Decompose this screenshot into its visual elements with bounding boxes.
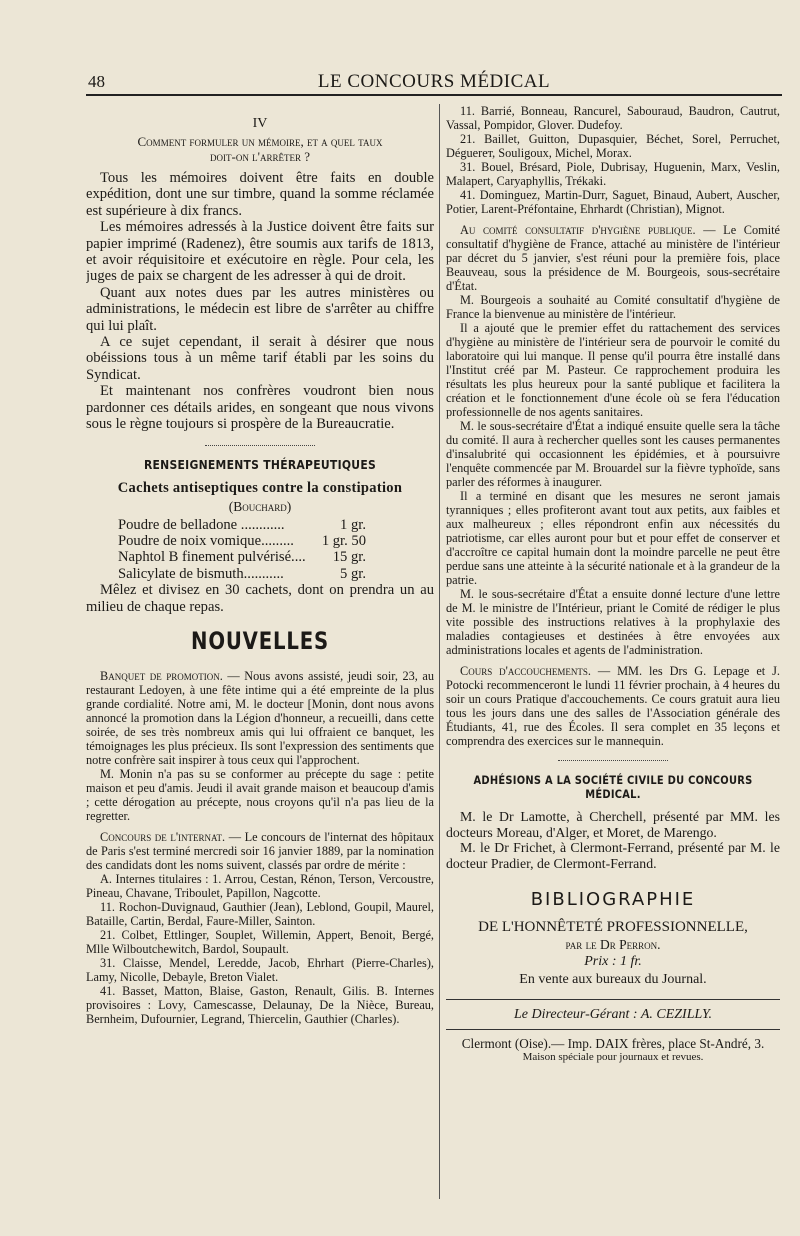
cours-lead: Cours d'accouchements. [460, 664, 591, 678]
internat-list: 31. Claisse, Mendel, Leredde, Jacob, Ehrhart (Pierre-Charles), Lamy, Nicolle, Debayle, Breton Vialet. [86, 955, 434, 984]
banquet-paragraph [86, 669, 434, 767]
ingredient-qty: 5 gr. [340, 565, 366, 582]
book-sale: En vente aux bureaux du Journal. [519, 972, 707, 988]
internat-list: 11. Barrié, Bonneau, Rancurel, Sabouraud, Baudron, Cautrut, Vassal, Pompidor, Glover. Dudefoy. [446, 104, 780, 132]
recipe-author: (Bouchard) [228, 498, 292, 514]
ingredient-name: Poudre de noix vomique......... [118, 532, 294, 549]
comite-lead: Au comité consultatif d'hygiène publique. [460, 223, 696, 237]
section-number: IV [252, 116, 268, 131]
cours-paragraph [446, 664, 780, 748]
banquet-lead: Banquet de promotion. [100, 668, 223, 683]
nouvelles-heading: NOUVELLES [191, 626, 329, 655]
internat-list: 31. Bouel, Brésard, Piole, Dubrisay, Huguenin, Marx, Veslin, Malapert, Caryaphyllis, Trékaki. [446, 160, 780, 188]
ingredient-name: Poudre de belladone ............ [118, 516, 285, 533]
recipe-ingredients [86, 517, 434, 583]
printer-note: Maison spéciale pour journaux et revues. [522, 1051, 704, 1064]
ingredient-row [86, 517, 434, 533]
ingredient-qty: 1 gr. 50 [321, 532, 366, 549]
ingredient-qty: 1 gr. [340, 516, 366, 533]
director-line: Le Directeur-Gérant : A. CEZILLY. [513, 1007, 713, 1023]
internat-list: A. Internes titulaires : 1. Arrou, Cestan, Rénon, Terson, Vercoustre, Pineau, Chavane, Triboulet, Papillon, Nagcotte. [86, 871, 434, 900]
comite-paragraph: M. Bourgeois a souhaité au Comité consultatif d'hygiène de France la bienvenue au ministère de l'intérieur. [446, 293, 780, 321]
left-column [86, 104, 434, 1026]
ingredient-qty: 15 gr. [332, 549, 366, 566]
comite-text: — Le Comité consultatif d'hygiène de France, attaché au ministère de l'intérieur par décret du 5 janvier, s'est réuni pour la première fois, place Beauveau, sous la présidence de M. Bourgeois, sous-secrétaire d'État. [446, 223, 780, 293]
internat-text: — Le concours de l'internat des hôpitaux de Paris s'est terminé mercredi soir 16 janvier 1889, par la nomination des candidats dont les noms suivent, classés par ordre de mérite : [86, 829, 434, 872]
page-header [86, 70, 782, 96]
banquet-paragraph-2: M. Monin n'a pas su se conformer au précepte du sage : petite maison et peu d'amis. Jeudi il avait grande maison et beaucoup d'amis ; cette dérogation au précepte, nous croyons qu'il n'a pas lieu de la regretter. [86, 766, 434, 823]
internat-list: 41. Basset, Matton, Blaise, Gaston, Renault, Gilis. B. Internes provisoires : Lovy, Camescasse, Delaunay, De la Nièce, Bureau, Bernheim, Dufournier, Legrand, Thiercelin, Gauthier (Charles). [86, 983, 434, 1026]
ingredient-row [86, 566, 434, 582]
comite-paragraph: Il a ajouté que le premier effet du rattachement des services d'hygiène au ministère de l'intérieur sera de pourvoir le comité du laboratoire qui lui manque. Il pense qu'il pourra être installé dans l'Institut créé par M. Pasteur. Ce rapprochement produira les résultats les plus heureux pour la santé publique et facilitera la création et le fonctionnement d'une école où se fera l'éducation professionnelle de nos agents sanitaires. [446, 321, 780, 419]
therapeutic-heading: RENSEIGNEMENTS THÉRAPEUTIQUES [143, 457, 377, 472]
separator [558, 760, 668, 761]
book-title: DE L'HONNÊTETÉ PROFESSIONNELLE, [478, 919, 748, 936]
internat-list: 41. Dominguez, Martin-Durr, Saguet, Binaud, Aubert, Auscher, Potier, Larent-Préfontaine, Ehrhardt (Christian), Mignot. [446, 188, 780, 216]
internat-list: 21. Colbet, Ettlinger, Souplet, Willemin, Appert, Benoit, Bergé, Mlle Wilboutchewitch, Bardol, Soupault. [86, 927, 434, 956]
adhesion-entry: M. le Dr Lamotte, à Cherchell, présenté par MM. les docteurs Moreau, d'Alger, et Moret, de Marengo. [446, 809, 780, 840]
paragraph: Tous les mémoires doivent être faits en double expédition, dont une sur timbre, quand la somme réclamée est supérieure à dix francs. [86, 170, 434, 219]
column-divider [439, 104, 440, 1199]
section-title-line-2: doit-on l'arrêter ? [210, 149, 310, 164]
footer-rule [446, 1029, 780, 1030]
footer-rule [446, 999, 780, 1000]
banquet-text: — Nous avons assisté, jeudi soir, 23, au restaurant Ledoyen, à une fête intime qui a été empreinte de la plus grande cordialité. Notre ami, M. le docteur [Monin, dont nous avons annoncé la promotion dans la Légion d'honneur, a recueilli, dans cette soirée, de ses très nombreux amis qui lui offraient ce banquet, les témoignages les plus précieux. Ils sont l'expression des sentiments que notre confrère sait inspirer à tous ceux qui l'approchent. [86, 668, 434, 767]
ingredient-row [86, 549, 434, 565]
page-number: 48 [88, 72, 105, 91]
paragraph: Les mémoires adressés à la Justice doivent être faits sur papier imprimé (Radenez), être soumis aux tarifs de 1813, et avoir réquisitoire et exécutoire en règle. Pour cela, les juges de paix se chargent de les adresser à qui de droit. [86, 219, 434, 285]
right-column [446, 104, 780, 1064]
internat-list: 21. Baillet, Guitton, Dupasquier, Béchet, Sorel, Perruchet, Déguerет, Souligoux, Michel, Morax. [446, 132, 780, 160]
separator [205, 445, 315, 446]
ingredient-name: Salicylate de bismuth........... [118, 565, 284, 582]
adhesion-entry: M. le Dr Frichet, à Clermont-Ferrand, présenté par M. le docteur Pradier, de Clermont-Ferrand. [446, 840, 780, 871]
ingredient-row [86, 533, 434, 549]
bibliographie-heading: BIBLIOGRAPHIE [530, 889, 696, 911]
cours-text: — MM. les Drs G. Lepage et J. Potocki recommenceront le lundi 11 février prochain, à 4 heures du soir un cours Pratique d'accouchements. Ce cours gratuit aura lieu tous les jours dans une des salles de l'Association générale des Étudiants, 41, rue des Écoles. Il sera complet en 35 leçons et comprendra des exercices sur le mannequin. [446, 664, 780, 748]
journal-title: LE CONCOURS MÉDICAL [317, 71, 551, 92]
internat-lead: Concours de l'internat. [100, 829, 226, 844]
paragraph: Quant aux notes dues par les autres ministères ou administrations, le médecin est libre de s'arrêter au chiffre qui lui plaît. [86, 284, 434, 334]
book-author: par le Dr Perron. [565, 937, 661, 953]
paragraph: A ce sujet cependant, il serait à désirer que nous obéissions tous à un même tarif établi par les soins du Syndicat. [86, 334, 434, 383]
comite-paragraph: M. le sous-secrétaire d'État a indiqué ensuite quelle sera la tâche du comité. Il aura à rechercher quelles sont les causes permanentes d'insalubrité qui occasionnent les épidémies, et à poursuivre l'enquête commencée par M. Brouardel sur la fièvre typhoïde, sans parler des réformes à inaugurer. [446, 419, 780, 489]
recipe-title: Cachets antiseptiques contre la constipation [117, 479, 403, 496]
internat-list: 11. Rochon-Duvignaud, Gauthier (Jean), Leblond, Goupil, Maurel, Bataille, Cartin, Berdal, Faure-Miller, Sainton. [86, 899, 434, 928]
book-price: Prix : 1 fr. [584, 954, 642, 970]
recipe-note: Mêlez et divisez en 30 cachets, dont on prendra un au milieu de chaque repas. [86, 582, 434, 615]
paragraph: Et maintenant nos confrères voudront bien nous pardonner ces détails arides, en songeant que nous vivons sous le règne toujours si prospère de la Bureaucratie. [86, 383, 434, 433]
section-title [86, 134, 434, 164]
printer-line: Clermont (Oise).— Imp. DAIX frères, place St-André, 3. [461, 1036, 765, 1052]
comite-paragraph: M. le sous-secrétaire d'État a ensuite donné lecture d'une lettre de M. le ministre de l'Intérieur, priant le Comité de rédiger le plus vite possible des instructions relatives à la prophylaxie des maladies contagieuses et destinées à être envoyées aux administrations locales et agents de l'administration. [446, 587, 780, 657]
comite-paragraph [446, 223, 780, 293]
comite-paragraph: Il a terminé en disant que les mesures ne seront jamais tyranniques ; elles profiteront avant tout aux petits, aux faibles et aux malheureux ; elles répondront enfin aux nécessités du patriotisme, car elles auront pour but et pour effet de conserver et d'accroître ce capital humain dont la moindre parcelle ne peut être perdue sans une atteinte à la sécurité nationale et à la grandeur de la patrie. [446, 489, 780, 587]
adhesions-heading: ADHÉSIONS A LA SOCIÉTÉ CIVILE DU CONCOURS MÉDICAL. [473, 773, 753, 801]
internat-paragraph [86, 830, 434, 872]
section-title-line-1: Comment formuler un mémoire, et a quel taux [137, 134, 383, 149]
ingredient-name: Naphtol B finement pulvérisé.... [118, 549, 306, 566]
